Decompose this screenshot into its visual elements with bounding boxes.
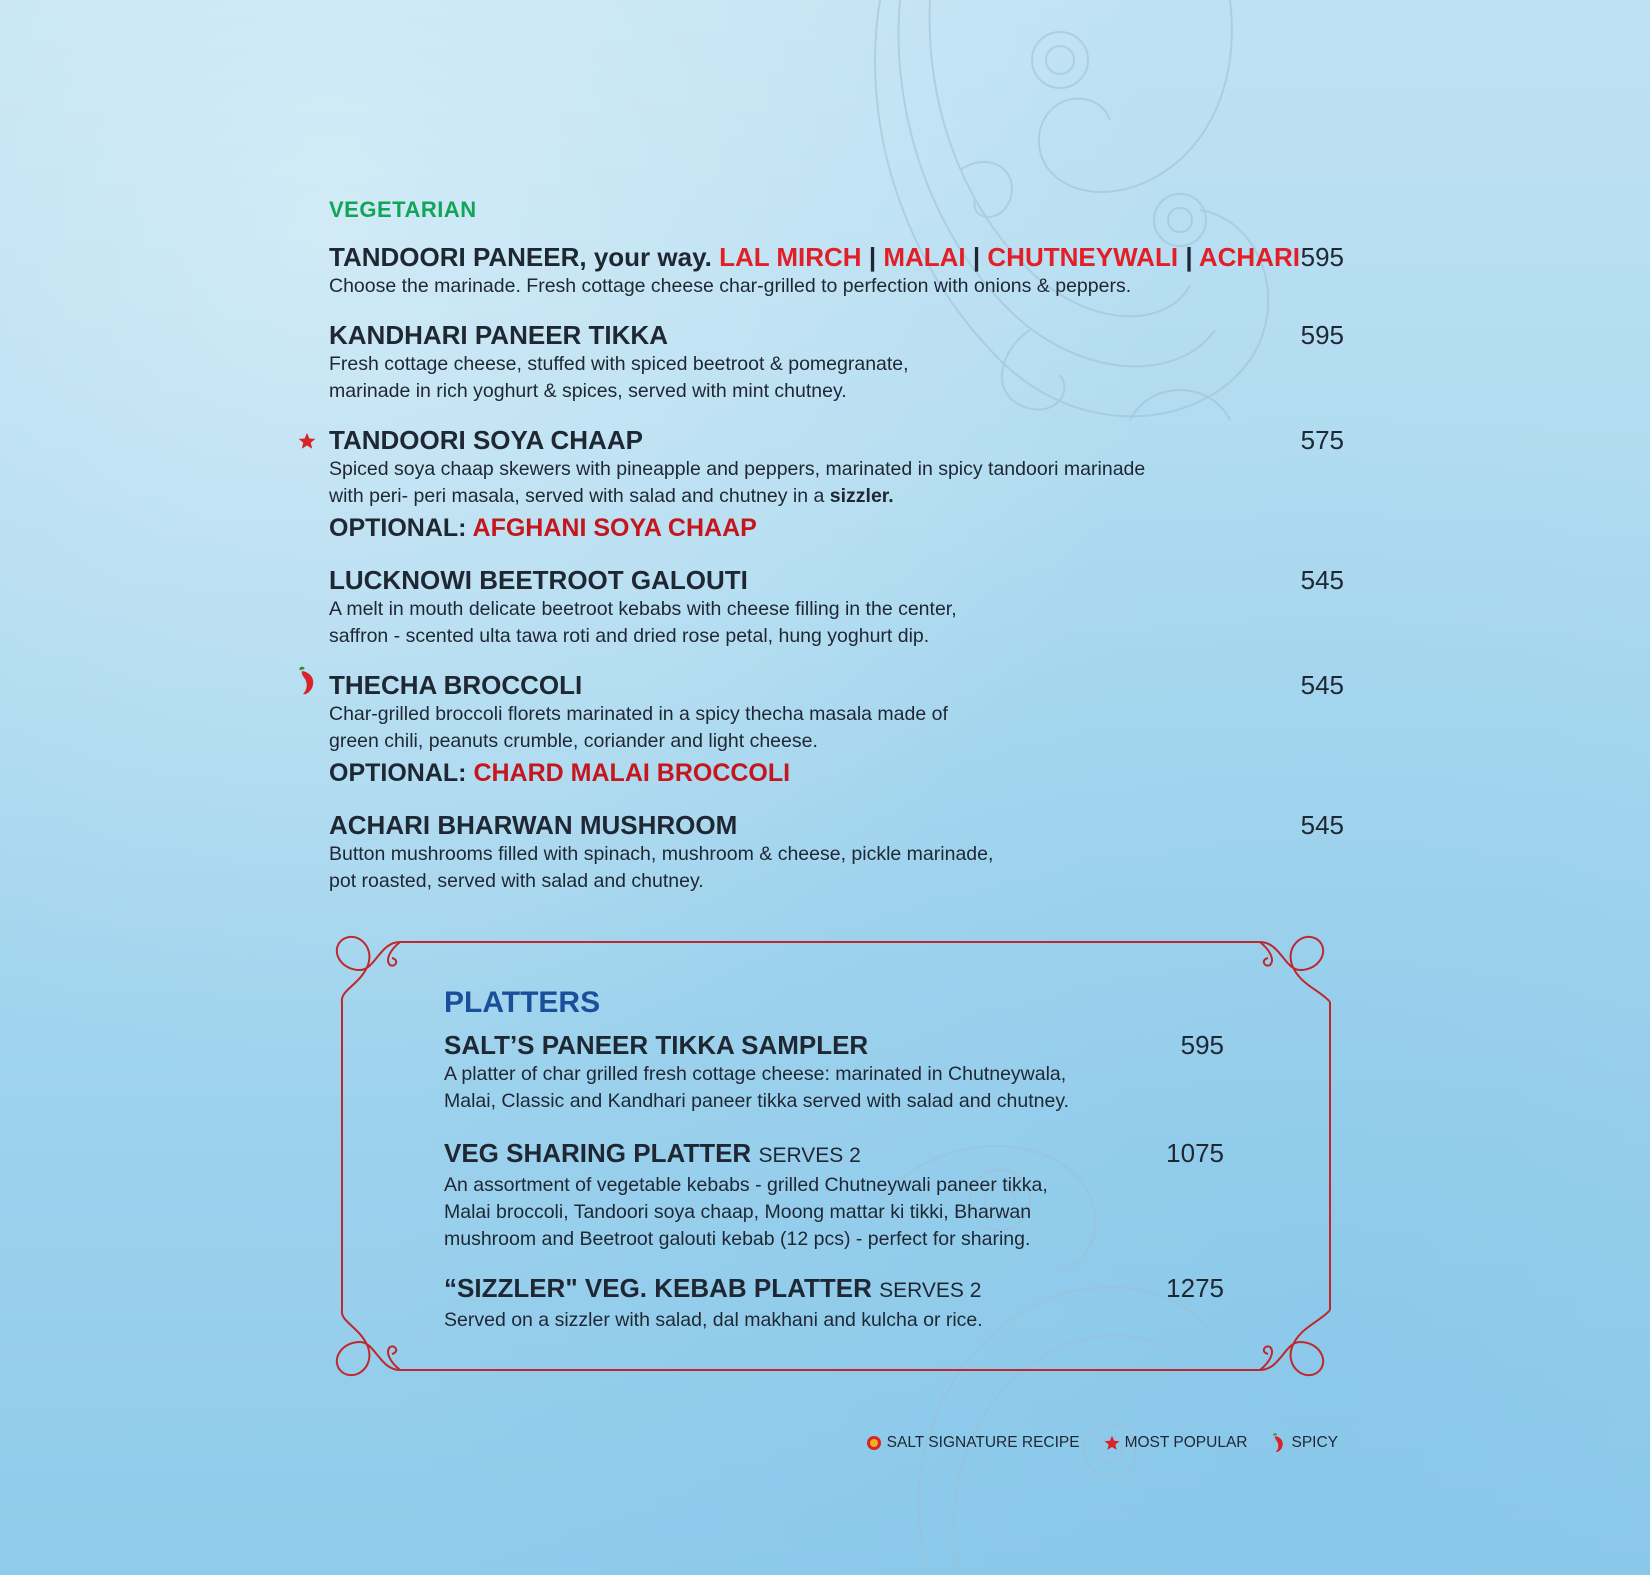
optional-line	[329, 512, 1349, 544]
item-title	[444, 1272, 1229, 1307]
menu-item-achari-bharwan-mushroom	[329, 809, 1349, 895]
item-name: THECHA BROCCOLI	[329, 670, 583, 700]
item-price: 595	[1300, 320, 1344, 350]
description-bold: sizzler.	[829, 485, 894, 507]
serves-label: SERVES 2	[758, 1144, 861, 1167]
item-price: 595	[1180, 1030, 1224, 1060]
item-description	[329, 351, 1349, 405]
legend-item-spicy	[1271, 1432, 1338, 1454]
menu-item-tandoori-soya-chaap	[329, 424, 1349, 544]
item-price: 1075	[1166, 1138, 1224, 1168]
option-separator: |	[972, 242, 981, 272]
item-description	[329, 273, 1349, 300]
section-title: VEGETARIAN	[329, 197, 477, 222]
item-name: VEG SHARING PLATTER	[444, 1138, 752, 1168]
chili-icon	[296, 666, 318, 696]
item-name: SALT’S PANEER TIKKA SAMPLER	[444, 1030, 869, 1060]
platter-item-sizzler-veg-kebab-platter	[444, 1272, 1229, 1334]
menu-item-thecha-broccoli	[329, 669, 1349, 789]
platter-item-paneer-tikka-sampler	[444, 1029, 1229, 1115]
menu-item-kandhari-paneer-tikka	[329, 319, 1349, 405]
description-text: with peri- peri masala, served with salad and chutney in a	[329, 485, 825, 507]
item-price: 545	[1300, 565, 1344, 595]
sun-icon	[866, 1435, 882, 1451]
item-name: “SIZZLER" VEG. KEBAB PLATTER	[444, 1273, 872, 1303]
serves-label: SERVES 2	[879, 1279, 982, 1302]
item-price: 595	[1300, 242, 1344, 272]
description-line: saffron - scented ulta tawa roti and dried rose petal, hung yoghurt dip.	[329, 625, 930, 647]
item-price: 545	[1300, 670, 1344, 700]
item-description	[329, 596, 1349, 650]
option-separator: |	[1185, 242, 1193, 272]
star-icon	[1104, 1435, 1120, 1451]
description-line: Served on a sizzler with salad, dal makhani and kulcha or rice.	[444, 1309, 983, 1331]
item-name: ACHARI BHARWAN MUSHROOM	[329, 810, 738, 840]
platters-title: PLATTERS	[444, 986, 601, 1019]
description-line: Malai broccoli, Tandoori soya chaap, Moong mattar ki tikki, Bharwan	[444, 1201, 1032, 1223]
option-chutneywali: CHUTNEYWALI	[987, 242, 1179, 272]
star-icon	[298, 432, 316, 450]
item-name: LUCKNOWI BEETROOT GALOUTI	[329, 565, 748, 595]
description-line: pot roasted, served with salad and chutney.	[329, 870, 704, 892]
item-name: KANDHARI PANEER TIKKA	[329, 320, 668, 350]
legend-item-signature	[866, 1434, 1080, 1452]
item-description	[329, 456, 1349, 510]
item-name: TANDOORI SOYA CHAAP	[329, 425, 643, 455]
platter-item-veg-sharing-platter	[444, 1137, 1229, 1253]
description-line: A platter of char grilled fresh cottage cheese: marinated in Chutneywala,	[444, 1063, 1067, 1085]
chili-icon	[1271, 1432, 1286, 1454]
description-line: Fresh cottage cheese, stuffed with spiced beetroot & pomegranate,	[329, 353, 909, 375]
optional-value: AFGHANI SOYA CHAAP	[472, 514, 757, 542]
optional-line	[329, 757, 1349, 789]
optional-label: OPTIONAL:	[329, 759, 467, 787]
item-title	[444, 1137, 1229, 1172]
item-description	[444, 1172, 1229, 1253]
legend-label: SALT SIGNATURE RECIPE	[886, 1434, 1080, 1451]
description-line: Malai, Classic and Kandhari paneer tikka served with salad and chutney.	[444, 1090, 1070, 1112]
legend-item-popular	[1104, 1434, 1248, 1452]
description-line: Button mushrooms filled with spinach, mushroom & cheese, pickle marinade,	[329, 843, 994, 865]
description-line: An assortment of vegetable kebabs - grilled Chutneywali paneer tikka,	[444, 1174, 1048, 1196]
option-separator: |	[868, 242, 877, 272]
item-title	[329, 241, 1349, 273]
description-line: mushroom and Beetroot galouti kebab (12 pcs) - perfect for sharing.	[444, 1228, 1031, 1250]
item-description	[329, 841, 1349, 895]
legend-label: MOST POPULAR	[1124, 1434, 1248, 1451]
description-line: Char-grilled broccoli florets marinated in a spicy thecha masala made of	[329, 703, 948, 725]
item-description	[329, 701, 1349, 755]
option-achari: ACHARI	[1198, 242, 1300, 272]
optional-value: CHARD MALAI BROCCOLI	[473, 759, 791, 787]
item-price: 545	[1300, 810, 1344, 840]
description-line: A melt in mouth delicate beetroot kebabs with cheese filling in the center,	[329, 598, 957, 620]
option-lal-mirch: LAL MIRCH	[719, 242, 862, 272]
menu-item-lucknowi-beetroot-galouti	[329, 564, 1349, 650]
item-price: 1275	[1166, 1273, 1224, 1303]
optional-label: OPTIONAL:	[329, 514, 467, 542]
item-price: 575	[1300, 425, 1344, 455]
item-description	[444, 1061, 1229, 1115]
option-malai: MALAI	[883, 242, 966, 272]
description-line: green chili, peanuts crumble, coriander and light cheese.	[329, 730, 818, 752]
description-line: Spiced soya chaap skewers with pineapple and peppers, marinated in spicy tandoori marinade	[329, 458, 1146, 480]
legend	[866, 1432, 1338, 1454]
item-name: TANDOORI PANEER, your way.	[329, 242, 712, 272]
menu-item-tandoori-paneer	[329, 241, 1349, 300]
description-line	[329, 483, 1349, 510]
description-line: Choose the marinade. Fresh cottage cheese char-grilled to perfection with onions & peppers.	[329, 275, 1132, 297]
description-line: marinade in rich yoghurt & spices, served with mint chutney.	[329, 380, 847, 402]
item-description	[444, 1307, 1229, 1334]
legend-label: SPICY	[1291, 1434, 1338, 1451]
